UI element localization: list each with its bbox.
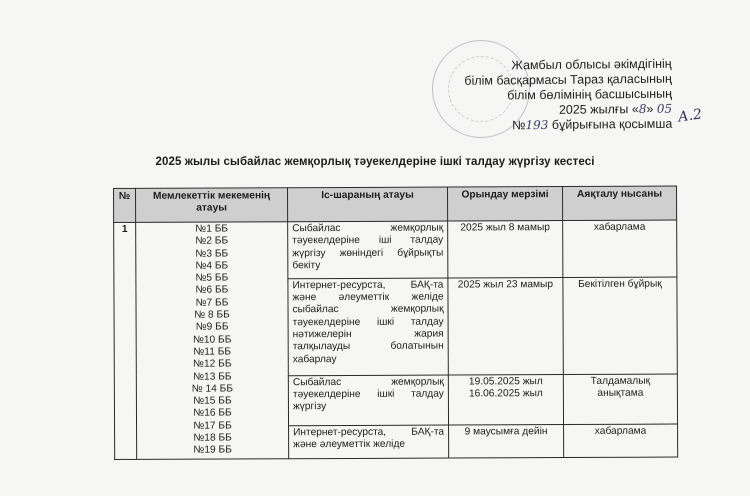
org-item: №12 ББ: [193, 358, 232, 370]
org-item: №19 ББ: [193, 444, 232, 456]
document-title: 2025 жылы сыбайлас жемқорлық тәуекелдеріне ішкі талдау жүргізу кестесі: [155, 156, 595, 168]
org-item: №13 ББ: [193, 371, 232, 383]
approval-number-suffix: бұйрығына қосымша: [548, 116, 673, 132]
approval-line-5: [412, 117, 672, 135]
activity-cell: Сыбайлас жемқорлық тәуекелдеріне іші талдау жүргізу жөніндегі бұйрықты бекіту: [288, 221, 448, 279]
org-item: №16 ББ: [193, 407, 232, 420]
signature-mark: А.2: [677, 106, 703, 126]
deadline-cell: 9 маусымға дейін: [449, 424, 564, 457]
org-item: №17 ББ: [193, 420, 232, 432]
deadline-cell: 2025 жыл 8 мамыр: [448, 221, 563, 278]
org-item: №4 ББ: [195, 260, 229, 272]
activity-cell: Интернет-ресурста, БАҚ-та және әлеуметтік желіде сыбайлас жемқорлық тәуекелдеріне ішкі талдау нәтижелерін жария талқылауды болатынын хабарлау: [288, 278, 448, 376]
org-item: №9 ББ: [195, 321, 229, 334]
header-activity: Іс-шараның атауы: [288, 187, 448, 222]
org-item: №1 ББ: [195, 223, 229, 235]
completion-cell: Бекітілген бұйрық: [563, 277, 677, 375]
completion-cell: хабарлама: [564, 424, 678, 457]
approval-date-day: 8: [638, 101, 647, 116]
org-item: №3 ББ: [195, 248, 229, 260]
approval-date-month: 05: [656, 101, 673, 116]
approval-date-prefix: 2025 жылғы «: [558, 101, 639, 117]
approval-number: 193: [525, 117, 549, 133]
completion-cell: хабарлама: [563, 220, 677, 277]
org-item: №7 ББ: [195, 297, 229, 309]
approval-block: [412, 57, 673, 135]
activity-cell: Интернет-ресурста, БАҚ-та және әлеуметтік желіде: [289, 425, 449, 458]
deadline-cell: 2025 жыл 23 мамыр: [448, 277, 563, 375]
row-number: 1: [114, 222, 137, 459]
table-row: [114, 220, 677, 279]
header-completion: Аяқталу нысаны: [562, 186, 676, 220]
header-org: Мемлекеттік мекеменің атауы: [136, 188, 288, 223]
org-item: №5 ББ: [195, 272, 229, 284]
approval-line-2: білім басқармасы Тараз қаласының: [464, 71, 672, 88]
header-no: №: [114, 188, 136, 222]
approval-number-prefix: №: [512, 118, 526, 133]
org-item: №15 ББ: [193, 395, 232, 407]
org-item: №10 ББ: [192, 334, 232, 346]
table-header-row: [114, 186, 677, 222]
org-item: №6 ББ: [195, 284, 229, 297]
org-item: № 14 ББ: [191, 383, 234, 395]
approval-line-1: Жамбыл облысы әкімдігінің: [511, 56, 672, 73]
schedule-table: [113, 186, 678, 460]
header-deadline: Орындау мерзімі: [447, 187, 562, 222]
org-item: № 8 ББ: [194, 309, 230, 321]
deadline-cell: 19.05.2025 жыл 16.06.2025 жыл: [448, 374, 563, 425]
approval-line-3: білім бөлімінің басшысының: [507, 86, 673, 103]
org-item: №2 ББ: [195, 235, 229, 247]
activity-cell: Сыбайлас жемқорлық тәуекелдеріне ішкі талдау жүргізу: [288, 375, 448, 426]
completion-cell: Талдамалық анықтама: [563, 374, 677, 425]
approval-date-mid: »: [646, 101, 657, 116]
org-list: [136, 222, 289, 459]
org-item: №18 ББ: [193, 432, 232, 444]
org-item: №11 ББ: [193, 346, 232, 358]
